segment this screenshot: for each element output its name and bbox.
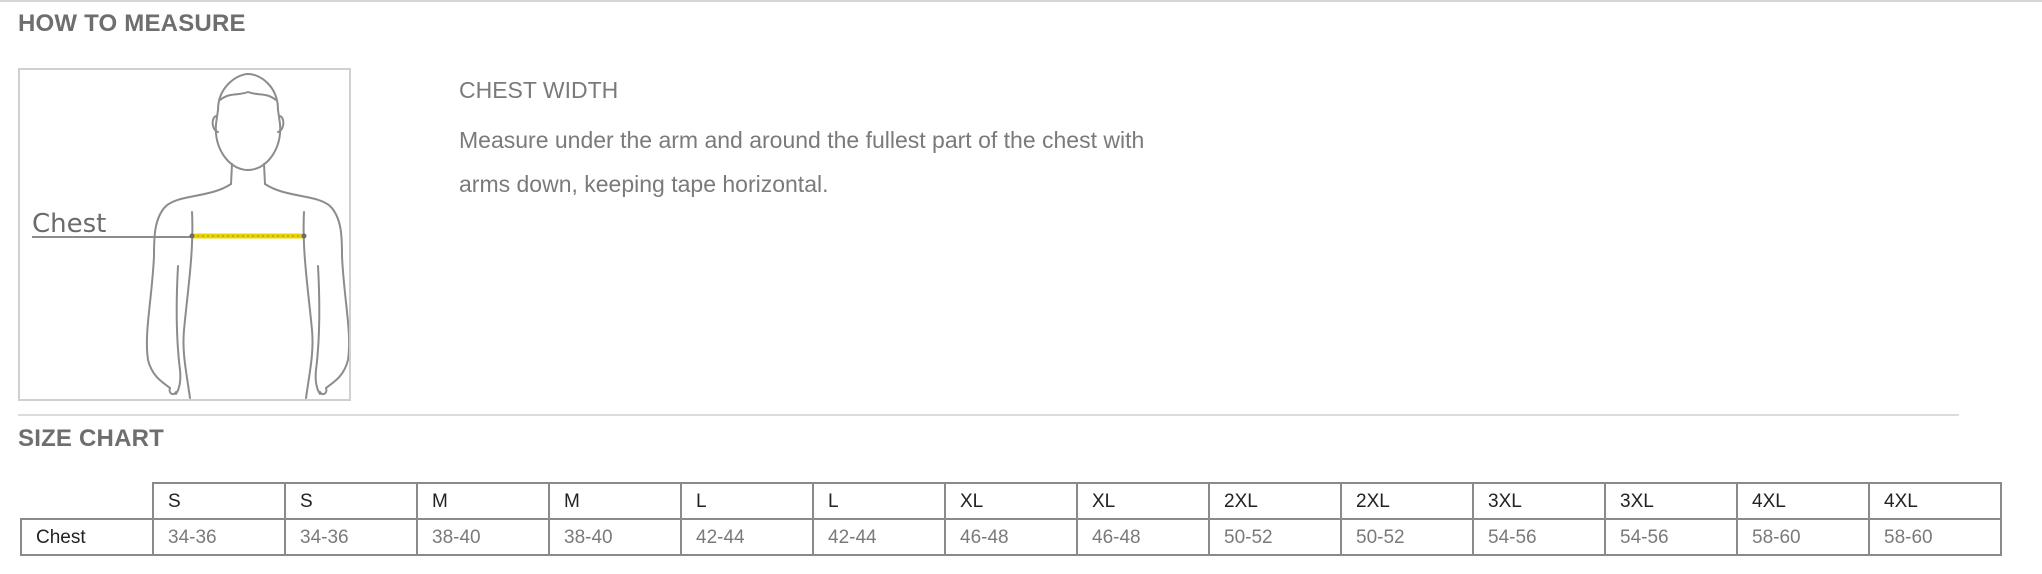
table-corner-cell bbox=[21, 483, 153, 519]
chest-value-cell: 34-36 bbox=[285, 519, 417, 555]
size-header-cell: 4XL bbox=[1737, 483, 1869, 519]
chest-measure-figure bbox=[18, 68, 351, 401]
table-row bbox=[21, 519, 2001, 555]
size-chart-table bbox=[20, 482, 2002, 556]
measure-title: CHEST WIDTH bbox=[459, 77, 619, 103]
size-header-cell: 2XL bbox=[1209, 483, 1341, 519]
chest-value-cell: 46-48 bbox=[1077, 519, 1209, 555]
size-header-cell: XL bbox=[1077, 483, 1209, 519]
row-label-chest: Chest bbox=[21, 519, 153, 555]
chest-value-cell: 34-36 bbox=[153, 519, 285, 555]
top-divider bbox=[0, 0, 2042, 2]
measure-description: Measure under the arm and around the fullest part of the chest with arms down, keeping tape horizontal. bbox=[459, 127, 1145, 197]
chest-value-cell: 42-44 bbox=[813, 519, 945, 555]
size-header-cell: 4XL bbox=[1869, 483, 2001, 519]
chest-value-cell: 46-48 bbox=[945, 519, 1077, 555]
size-header-row bbox=[21, 483, 2001, 519]
size-header-cell: XL bbox=[945, 483, 1077, 519]
size-header-cell: 2XL bbox=[1341, 483, 1473, 519]
size-header-cell: L bbox=[681, 483, 813, 519]
size-header-cell: 3XL bbox=[1605, 483, 1737, 519]
chest-value-cell: 58-60 bbox=[1737, 519, 1869, 555]
size-header-cell: M bbox=[549, 483, 681, 519]
size-header-cell: 3XL bbox=[1473, 483, 1605, 519]
chest-figure-label: Chest bbox=[32, 209, 107, 239]
chest-value-cell: 42-44 bbox=[681, 519, 813, 555]
body-outline-illustration bbox=[20, 70, 349, 399]
section-divider bbox=[18, 414, 1959, 416]
how-to-measure-heading: HOW TO MEASURE bbox=[18, 10, 246, 37]
chest-value-cell: 38-40 bbox=[417, 519, 549, 555]
size-header-cell: L bbox=[813, 483, 945, 519]
size-header-cell: S bbox=[153, 483, 285, 519]
size-header-cell: M bbox=[417, 483, 549, 519]
chest-value-cell: 50-52 bbox=[1341, 519, 1473, 555]
chest-value-cell: 54-56 bbox=[1605, 519, 1737, 555]
chest-value-cell: 50-52 bbox=[1209, 519, 1341, 555]
chest-value-cell: 38-40 bbox=[549, 519, 681, 555]
chest-value-cell: 54-56 bbox=[1473, 519, 1605, 555]
size-chart-heading: SIZE CHART bbox=[18, 425, 164, 452]
measure-instructions bbox=[459, 74, 1179, 206]
size-header-cell: S bbox=[285, 483, 417, 519]
chest-value-cell: 58-60 bbox=[1869, 519, 2001, 555]
